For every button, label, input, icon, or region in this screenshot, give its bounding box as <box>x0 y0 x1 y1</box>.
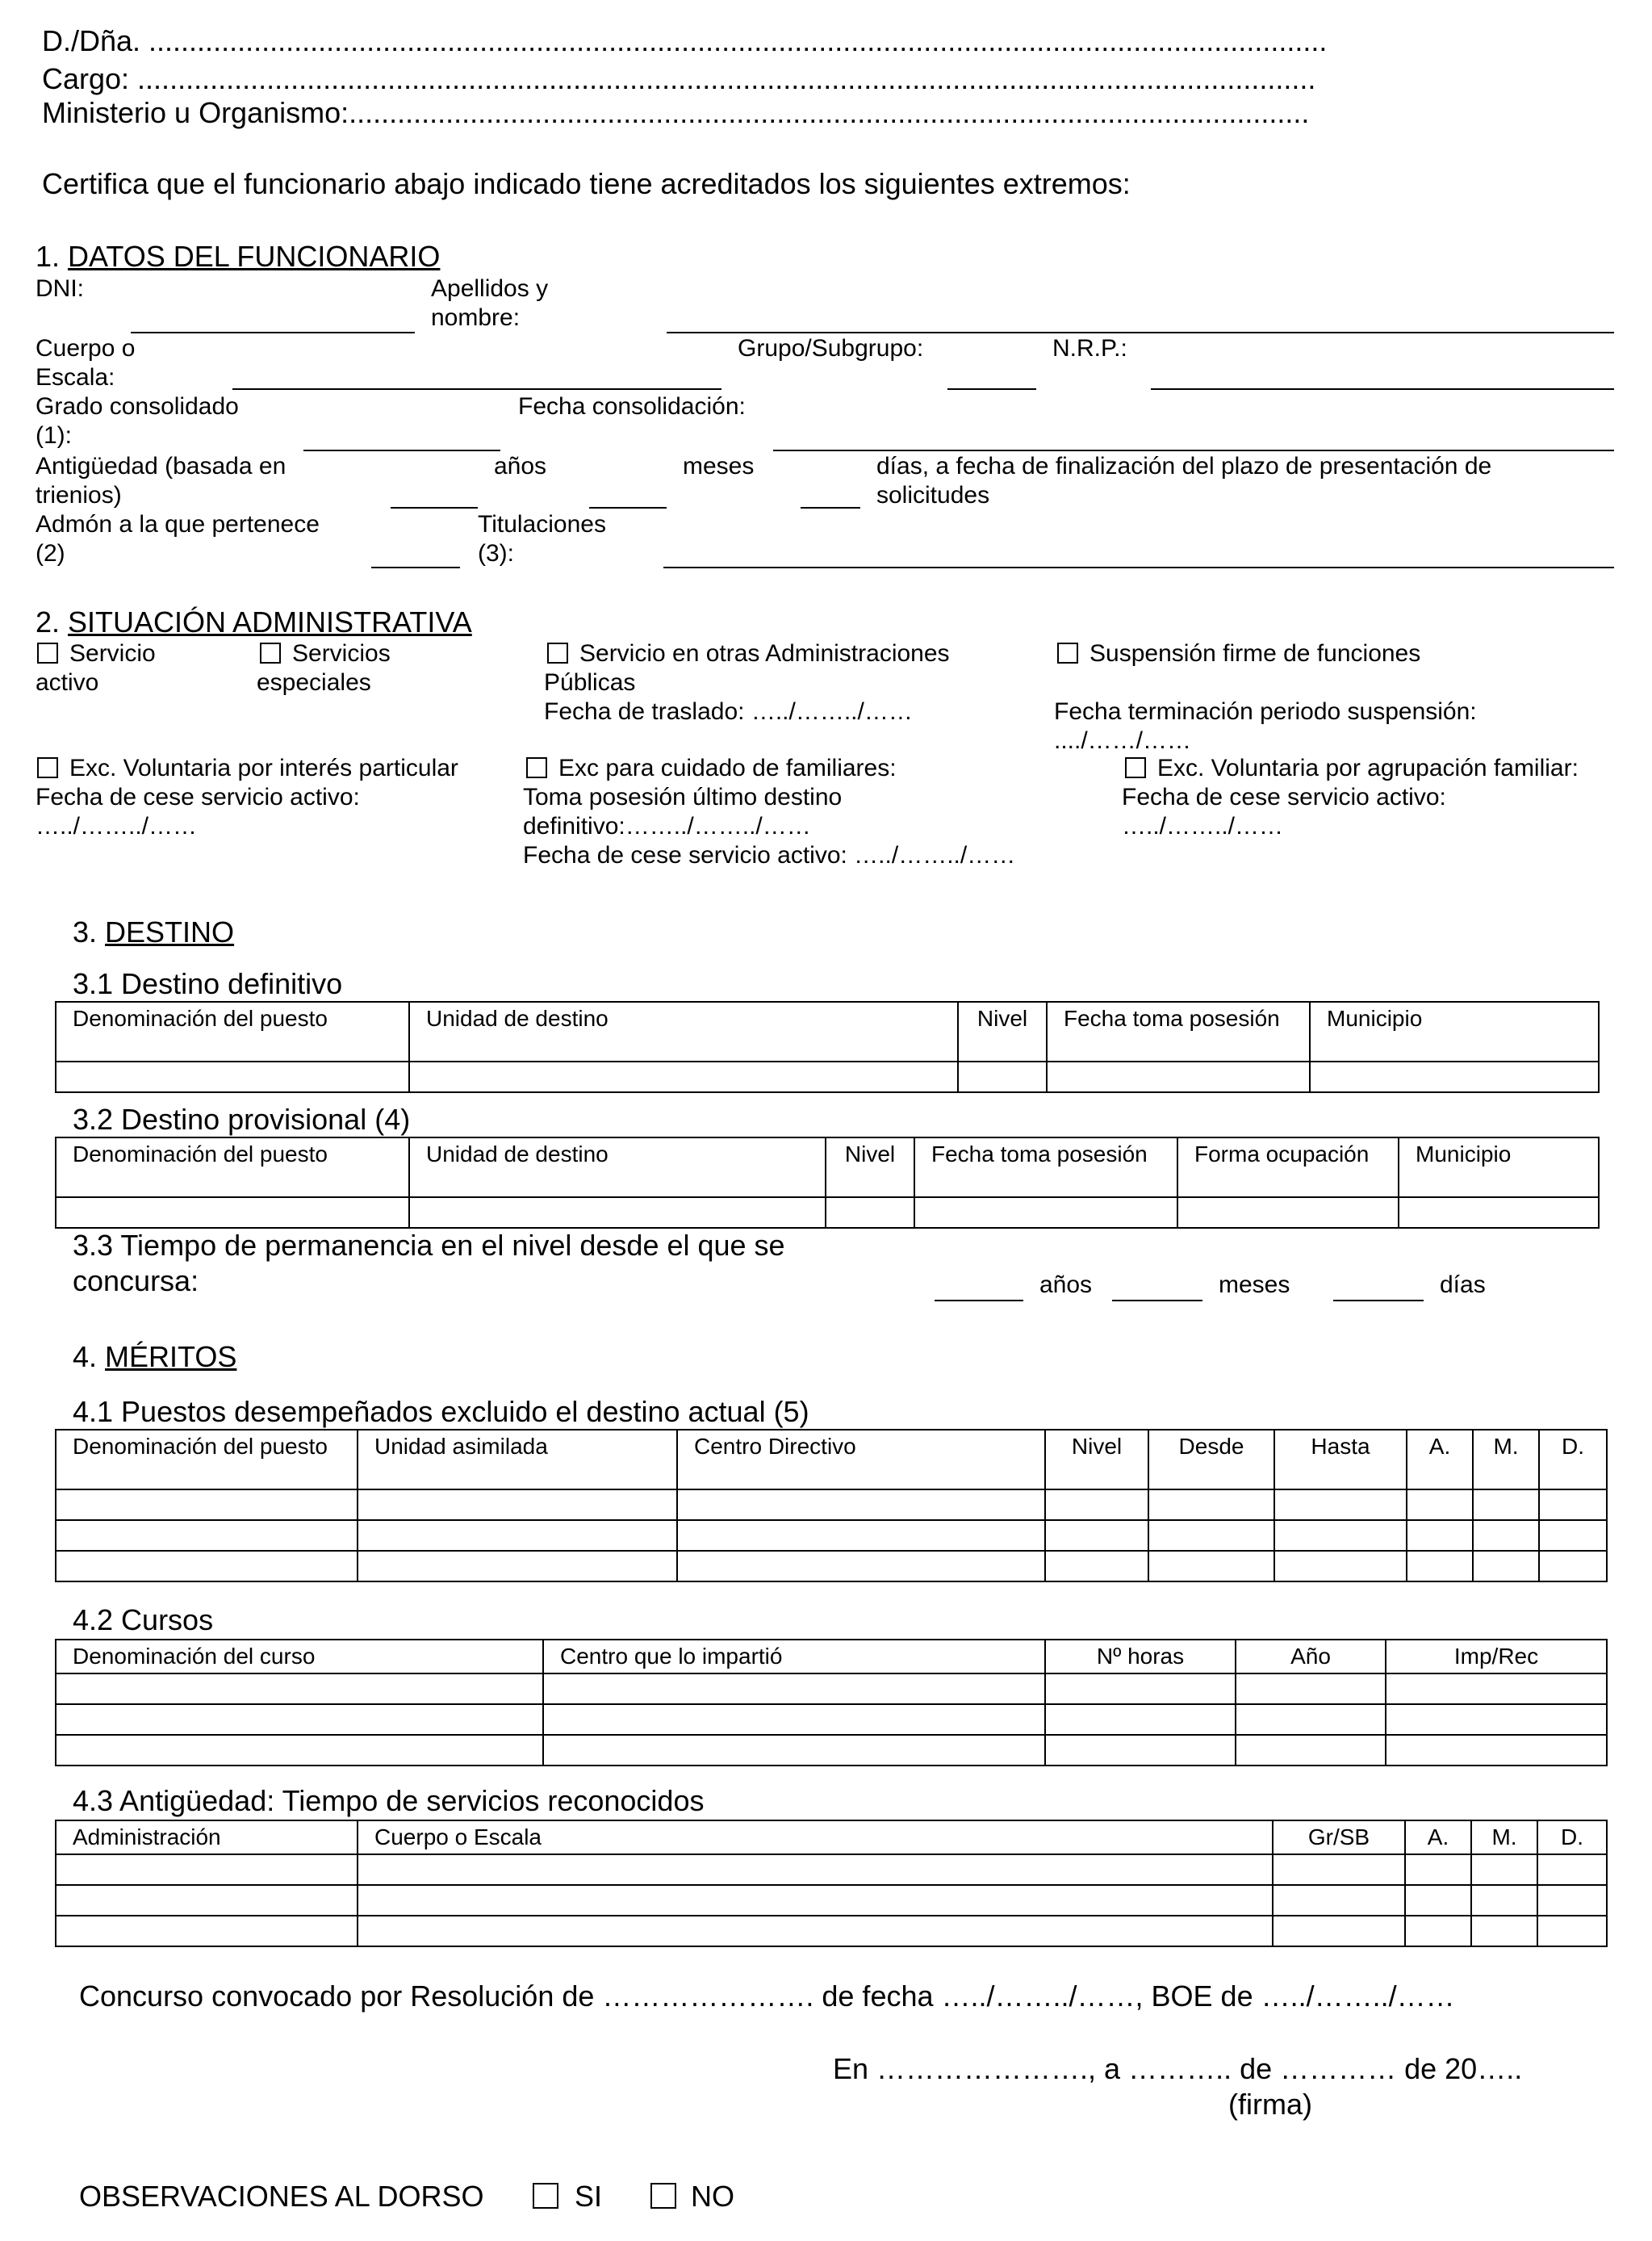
table-cell[interactable] <box>56 1704 543 1735</box>
table-cell[interactable] <box>56 1916 358 1946</box>
table-cell[interactable] <box>677 1551 1045 1581</box>
permanencia-anos-field[interactable] <box>935 1300 1023 1301</box>
lugar-fecha-line: En …………………., a ……….. de ………… de 20….. <box>833 2052 1523 2085</box>
cargo-line: Cargo: .................................................................................................................................................. <box>42 62 1316 95</box>
dni-field[interactable] <box>131 332 415 333</box>
table-row <box>56 1854 1607 1885</box>
antiguedad-meses-field[interactable] <box>801 507 860 509</box>
th-dias: D. <box>1537 1820 1607 1854</box>
table-row <box>56 1735 1607 1766</box>
permanencia-anos-label: años <box>1039 1271 1093 1298</box>
section-1-heading: DATOS DEL FUNCIONARIO <box>68 240 441 273</box>
firma-label: (firma) <box>1228 2088 1312 2121</box>
table-cell[interactable] <box>56 1197 409 1228</box>
table-cell[interactable] <box>1274 1551 1407 1581</box>
dona-line: D./Dña. .................................................................................................................................................. <box>42 24 1328 57</box>
table-cell[interactable] <box>1236 1704 1386 1735</box>
table-row <box>56 1704 1607 1735</box>
th-anos: A. <box>1407 1430 1473 1489</box>
table-cell[interactable] <box>1537 1916 1607 1946</box>
table-cell[interactable] <box>1045 1520 1148 1551</box>
table-cell[interactable] <box>826 1197 914 1228</box>
table-cell[interactable] <box>1236 1673 1386 1704</box>
table-cell[interactable] <box>358 1916 1273 1946</box>
th-fecha-toma: Fecha toma posesión <box>1047 1002 1310 1062</box>
otras-administraciones-label-2: Públicas <box>544 669 636 696</box>
table-cell[interactable] <box>1473 1520 1539 1551</box>
destino-provisional-table <box>55 1137 1600 1229</box>
table-cell[interactable] <box>56 1551 358 1581</box>
th-nivel: Nivel <box>826 1137 914 1197</box>
table-cell[interactable] <box>1473 1551 1539 1581</box>
fecha-traslado: Fecha de traslado: …../……../…… <box>544 698 913 725</box>
exc-cuidado-cese: Fecha de cese servicio activo: …../……../…… <box>523 842 1016 869</box>
table-cell[interactable] <box>358 1885 1273 1916</box>
exc-cuidado-familiares-label: Exc para cuidado de familiares: <box>558 755 897 781</box>
concurso-line: Concurso convocado por Resolución de …………………. de fecha …../……../……, BOE de …../……../…… <box>79 1979 1455 2013</box>
table-cell[interactable] <box>56 1735 543 1766</box>
table-cell[interactable] <box>409 1197 826 1228</box>
th-hasta: Hasta <box>1274 1430 1407 1489</box>
table-cell[interactable] <box>358 1489 677 1520</box>
table-cell[interactable] <box>1148 1520 1274 1551</box>
admon-label-1: Admón a la que pertenece <box>36 511 320 538</box>
th-fecha-toma: Fecha toma posesión <box>914 1137 1177 1197</box>
th-nivel: Nivel <box>1045 1430 1148 1489</box>
table-cell[interactable] <box>1310 1062 1599 1092</box>
th-cuerpo-escala: Cuerpo o Escala <box>358 1820 1273 1854</box>
table-cell[interactable] <box>1471 1854 1537 1885</box>
table-cell[interactable] <box>1045 1551 1148 1581</box>
th-unidad: Unidad de destino <box>409 1002 958 1062</box>
grado-field[interactable] <box>303 450 500 451</box>
fecha-terminacion-value: ..../……/…… <box>1054 727 1192 754</box>
exc-agrupacion-familiar-label: Exc. Voluntaria por agrupación familiar: <box>1157 755 1579 781</box>
table-row <box>56 1916 1607 1946</box>
fecha-terminacion-label: Fecha terminación periodo suspensión: <box>1054 698 1477 725</box>
grupo-field[interactable] <box>947 388 1036 390</box>
section-3-heading: DESTINO <box>105 915 235 949</box>
antiguedad-anos-label: años <box>494 453 547 480</box>
antiguedad-dias-label-2: solicitudes <box>876 482 990 509</box>
cuerpo-field[interactable] <box>232 388 721 390</box>
th-desde: Desde <box>1148 1430 1274 1489</box>
permanencia-dias-label: días <box>1440 1271 1486 1298</box>
th-centro-impartio: Centro que lo impartió <box>543 1640 1045 1673</box>
table-row <box>56 1062 1599 1092</box>
admon-label-2: (2) <box>36 540 65 567</box>
table-cell[interactable] <box>358 1854 1273 1885</box>
table-cell[interactable] <box>958 1062 1047 1092</box>
servicio-activo-label-2: activo <box>36 669 99 696</box>
table-cell[interactable] <box>543 1735 1045 1766</box>
table-cell[interactable] <box>1539 1520 1607 1551</box>
apellidos-label-2: nombre: <box>431 304 521 331</box>
exc-agrupacion-familiar-checkbox[interactable] <box>1125 757 1146 778</box>
suspension-checkbox[interactable] <box>1057 643 1078 664</box>
th-municipio: Municipio <box>1310 1002 1599 1062</box>
table-cell[interactable] <box>1386 1704 1607 1735</box>
table-cell[interactable] <box>914 1197 1177 1228</box>
table-cell[interactable] <box>56 1489 358 1520</box>
th-dias: D. <box>1539 1430 1607 1489</box>
permanencia-heading-2: concursa: <box>73 1264 199 1297</box>
th-meses: M. <box>1473 1430 1539 1489</box>
table-cell[interactable] <box>1471 1885 1537 1916</box>
table-header-row <box>56 1002 1599 1062</box>
table-cell[interactable] <box>358 1551 677 1581</box>
table-cell[interactable] <box>409 1062 958 1092</box>
ministerio-line: Ministerio u Organismo:....................................................................................................................... <box>42 96 1310 129</box>
table-cell[interactable] <box>1045 1704 1236 1735</box>
grado-label-2: (1): <box>36 422 72 449</box>
th-gr-sb: Gr/SB <box>1273 1820 1405 1854</box>
dni-label: DNI: <box>36 275 84 302</box>
destino-provisional-heading: 3.2 Destino provisional (4) <box>73 1103 411 1136</box>
servicios-especiales-label-1: Servicios <box>292 640 391 667</box>
table-cell[interactable] <box>1047 1062 1310 1092</box>
antiguedad-meses-label: meses <box>683 453 755 480</box>
table-cell[interactable] <box>543 1673 1045 1704</box>
servicios-especiales-label-2: especiales <box>257 669 371 696</box>
exc-cuidado-toma-value: definitivo:……../……../…… <box>523 813 811 840</box>
th-unidad-asimilada: Unidad asimilada <box>358 1430 677 1489</box>
table-cell[interactable] <box>677 1520 1045 1551</box>
table-cell[interactable] <box>1386 1673 1607 1704</box>
cuerpo-label-2: Escala: <box>36 364 115 391</box>
table-cell[interactable] <box>1045 1735 1236 1766</box>
nrp-label: N.R.P.: <box>1052 335 1127 362</box>
th-horas: Nº horas <box>1045 1640 1236 1673</box>
table-cell[interactable] <box>1399 1197 1599 1228</box>
table-cell[interactable] <box>56 1062 409 1092</box>
table-cell[interactable] <box>1273 1854 1405 1885</box>
puestos-table <box>55 1429 1608 1582</box>
otras-administraciones-checkbox[interactable] <box>547 643 568 664</box>
table-header-row <box>56 1137 1599 1197</box>
fecha-consolidacion-label: Fecha consolidación: <box>518 393 746 420</box>
antiguedad-trienios-field[interactable] <box>391 507 478 509</box>
section-2-number: 2. <box>36 605 69 639</box>
table-cell[interactable] <box>56 1673 543 1704</box>
th-denominacion: Denominación del puesto <box>56 1137 409 1197</box>
antiguedad-label-2: trienios) <box>36 482 122 509</box>
exc-cuidado-familiares-checkbox[interactable] <box>526 757 547 778</box>
table-header-row <box>56 1640 1607 1673</box>
th-meses: M. <box>1471 1820 1537 1854</box>
observaciones-si-label: SI <box>575 2180 603 2213</box>
cursos-table <box>55 1639 1608 1766</box>
observaciones-si-checkbox[interactable] <box>533 2183 558 2209</box>
observaciones-no-label: NO <box>691 2180 734 2213</box>
titulaciones-label-2: (3): <box>478 540 514 567</box>
table-cell[interactable] <box>1407 1489 1473 1520</box>
section-2-heading: SITUACIÓN ADMINISTRATIVA <box>68 605 472 639</box>
th-centro-directivo: Centro Directivo <box>677 1430 1045 1489</box>
puestos-heading: 4.1 Puestos desempeñados excluido el destino actual (5) <box>73 1395 809 1428</box>
permanencia-meses-label: meses <box>1219 1271 1290 1298</box>
section-4-heading: MÉRITOS <box>105 1340 237 1373</box>
titulaciones-label-1: Titulaciones <box>478 511 606 538</box>
exc-interes-particular-label: Exc. Voluntaria por interés particular <box>69 755 458 781</box>
table-cell[interactable] <box>1148 1489 1274 1520</box>
grupo-label: Grupo/Subgrupo: <box>738 335 924 362</box>
table-cell[interactable] <box>1273 1916 1405 1946</box>
servicio-activo-label-1: Servicio <box>69 640 156 667</box>
section-3-title <box>73 915 234 949</box>
admon-field[interactable] <box>371 567 460 568</box>
servicios-especiales-checkbox[interactable] <box>260 643 281 664</box>
table-cell[interactable] <box>1405 1885 1471 1916</box>
cuerpo-label-1: Cuerpo o <box>36 335 136 362</box>
table-cell[interactable] <box>543 1704 1045 1735</box>
exc-cuidado-toma-label: Toma posesión último destino <box>523 784 843 811</box>
table-cell[interactable] <box>677 1489 1045 1520</box>
antiguedad-table <box>55 1820 1608 1947</box>
antiguedad-label-1: Antigüedad (basada en <box>36 453 286 480</box>
section-1-title <box>36 240 440 274</box>
th-denominacion: Denominación del puesto <box>56 1430 358 1489</box>
observaciones-label: OBSERVACIONES AL DORSO <box>79 2180 484 2213</box>
table-cell[interactable] <box>1537 1854 1607 1885</box>
antiguedad-dias-label-1: días, a fecha de finalización del plazo de presentación de <box>876 453 1492 480</box>
permanencia-heading-1: 3.3 Tiempo de permanencia en el nivel desde el que se <box>73 1229 785 1262</box>
table-cell[interactable] <box>56 1520 358 1551</box>
table-row <box>56 1520 1607 1551</box>
antiguedad-heading: 4.3 Antigüedad: Tiempo de servicios reconocidos <box>73 1784 705 1817</box>
table-header-row <box>56 1820 1607 1854</box>
section-3-number: 3. <box>73 915 106 949</box>
exc-interes-fecha-value: …../……../…… <box>36 813 198 840</box>
cursos-heading: 4.2 Cursos <box>73 1603 214 1636</box>
servicio-activo-checkbox[interactable] <box>37 643 58 664</box>
table-cell[interactable] <box>1473 1489 1539 1520</box>
section-1-number: 1. <box>36 240 69 273</box>
table-row <box>56 1885 1607 1916</box>
titulaciones-field[interactable] <box>663 567 1614 568</box>
table-cell[interactable] <box>56 1885 358 1916</box>
table-cell[interactable] <box>1407 1520 1473 1551</box>
grado-label-1: Grado consolidado <box>36 393 239 420</box>
th-unidad: Unidad de destino <box>409 1137 826 1197</box>
table-cell[interactable] <box>1274 1489 1407 1520</box>
th-denominacion-curso: Denominación del curso <box>56 1640 543 1673</box>
th-denominacion: Denominación del puesto <box>56 1002 409 1062</box>
table-header-row <box>56 1430 1607 1489</box>
table-cell[interactable] <box>1148 1551 1274 1581</box>
th-administracion: Administración <box>56 1820 358 1854</box>
table-cell[interactable] <box>1273 1885 1405 1916</box>
th-imp-rec: Imp/Rec <box>1386 1640 1607 1673</box>
table-cell[interactable] <box>1539 1489 1607 1520</box>
table-cell[interactable] <box>358 1520 677 1551</box>
table-cell[interactable] <box>1537 1885 1607 1916</box>
exc-agrupacion-fecha-label: Fecha de cese servicio activo: <box>1122 784 1446 811</box>
destino-definitivo-table <box>55 1001 1600 1093</box>
table-cell[interactable] <box>1236 1735 1386 1766</box>
destino-definitivo-heading: 3.1 Destino definitivo <box>73 967 343 1000</box>
antiguedad-anos-field[interactable] <box>589 507 667 509</box>
th-nivel: Nivel <box>958 1002 1047 1062</box>
exc-agrupacion-fecha-value: …../……../…… <box>1122 813 1284 840</box>
section-2-title <box>36 605 472 639</box>
table-row <box>56 1489 1607 1520</box>
th-municipio: Municipio <box>1399 1137 1599 1197</box>
table-cell[interactable] <box>1405 1916 1471 1946</box>
section-4-number: 4. <box>73 1340 106 1373</box>
otras-administraciones-label-1: Servicio en otras Administraciones <box>579 640 950 667</box>
observaciones-no-checkbox[interactable] <box>650 2183 676 2209</box>
table-cell[interactable] <box>1539 1551 1607 1581</box>
apellidos-field[interactable] <box>667 332 1614 333</box>
th-ano: Año <box>1236 1640 1386 1673</box>
certifica-text: Certifica que el funcionario abajo indicado tiene acreditados los siguientes extremos: <box>42 167 1131 200</box>
table-cell[interactable] <box>1177 1197 1399 1228</box>
th-anos: A. <box>1405 1820 1471 1854</box>
fecha-consolidacion-field[interactable] <box>773 450 1614 451</box>
suspension-label: Suspensión firme de funciones <box>1089 640 1421 667</box>
permanencia-meses-field[interactable] <box>1112 1300 1202 1301</box>
apellidos-label-1: Apellidos y <box>431 275 549 302</box>
table-cell[interactable] <box>1274 1520 1407 1551</box>
table-cell[interactable] <box>56 1854 358 1885</box>
table-row <box>56 1551 1607 1581</box>
table-row <box>56 1673 1607 1704</box>
exc-interes-fecha-label: Fecha de cese servicio activo: <box>36 784 360 811</box>
table-cell[interactable] <box>1471 1916 1537 1946</box>
table-cell[interactable] <box>1045 1489 1148 1520</box>
permanencia-dias-field[interactable] <box>1333 1300 1424 1301</box>
table-cell[interactable] <box>1386 1735 1607 1766</box>
table-cell[interactable] <box>1407 1551 1473 1581</box>
section-4-title <box>73 1340 236 1374</box>
table-row <box>56 1197 1599 1228</box>
table-cell[interactable] <box>1045 1673 1236 1704</box>
table-cell[interactable] <box>1405 1854 1471 1885</box>
th-forma-ocupacion: Forma ocupación <box>1177 1137 1399 1197</box>
exc-interes-particular-checkbox[interactable] <box>37 757 58 778</box>
nrp-field[interactable] <box>1151 388 1614 390</box>
